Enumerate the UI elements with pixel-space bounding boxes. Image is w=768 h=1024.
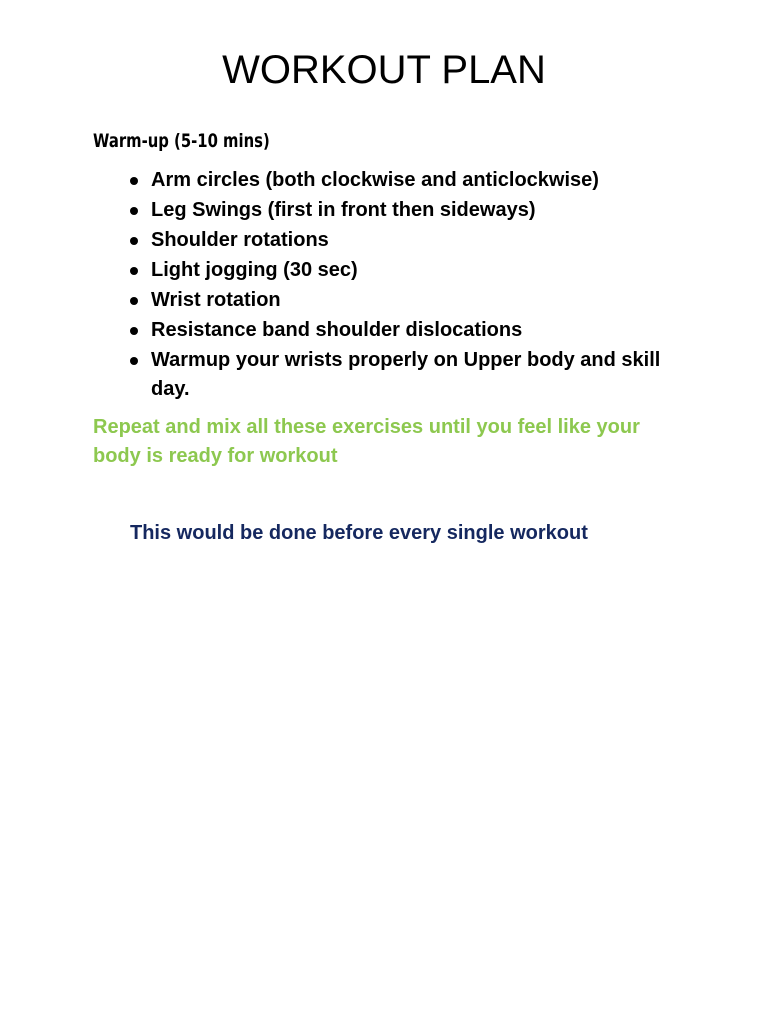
bullet-icon [130, 297, 138, 305]
list-item-text: Wrist rotation [151, 289, 281, 311]
list-item [93, 226, 683, 255]
page-title: WORKOUT PLAN [222, 48, 546, 92]
every-workout-note: This would be done before every single workout [130, 522, 588, 544]
bullet-icon [130, 327, 138, 335]
list-item-text: Warmup your wrists properly on Upper body and skill day. [151, 349, 661, 400]
list-item-text: Resistance band shoulder dislocations [151, 319, 523, 341]
bullet-icon [130, 237, 138, 245]
list-item-text: Leg Swings (first in front then sideways) [151, 199, 536, 221]
repeat-note: Repeat and mix all these exercises until you feel like your body is ready for workout [93, 416, 640, 467]
bullet-icon [130, 177, 138, 185]
list-item [93, 166, 683, 195]
list-item [93, 286, 683, 315]
list-item-text: Arm circles (both clockwise and anticlockwise) [151, 169, 599, 191]
section-heading-warmup: Warm-up (5-10 mins) [93, 130, 270, 152]
warmup-exercise-list [93, 166, 683, 405]
bullet-icon [130, 207, 138, 215]
list-item-text: Shoulder rotations [151, 229, 329, 251]
bullet-icon [130, 357, 138, 365]
list-item [93, 196, 683, 225]
list-item [93, 316, 683, 345]
list-item [93, 256, 683, 285]
bullet-icon [130, 267, 138, 275]
list-item [93, 346, 683, 404]
list-item-text: Light jogging (30 sec) [151, 259, 358, 281]
